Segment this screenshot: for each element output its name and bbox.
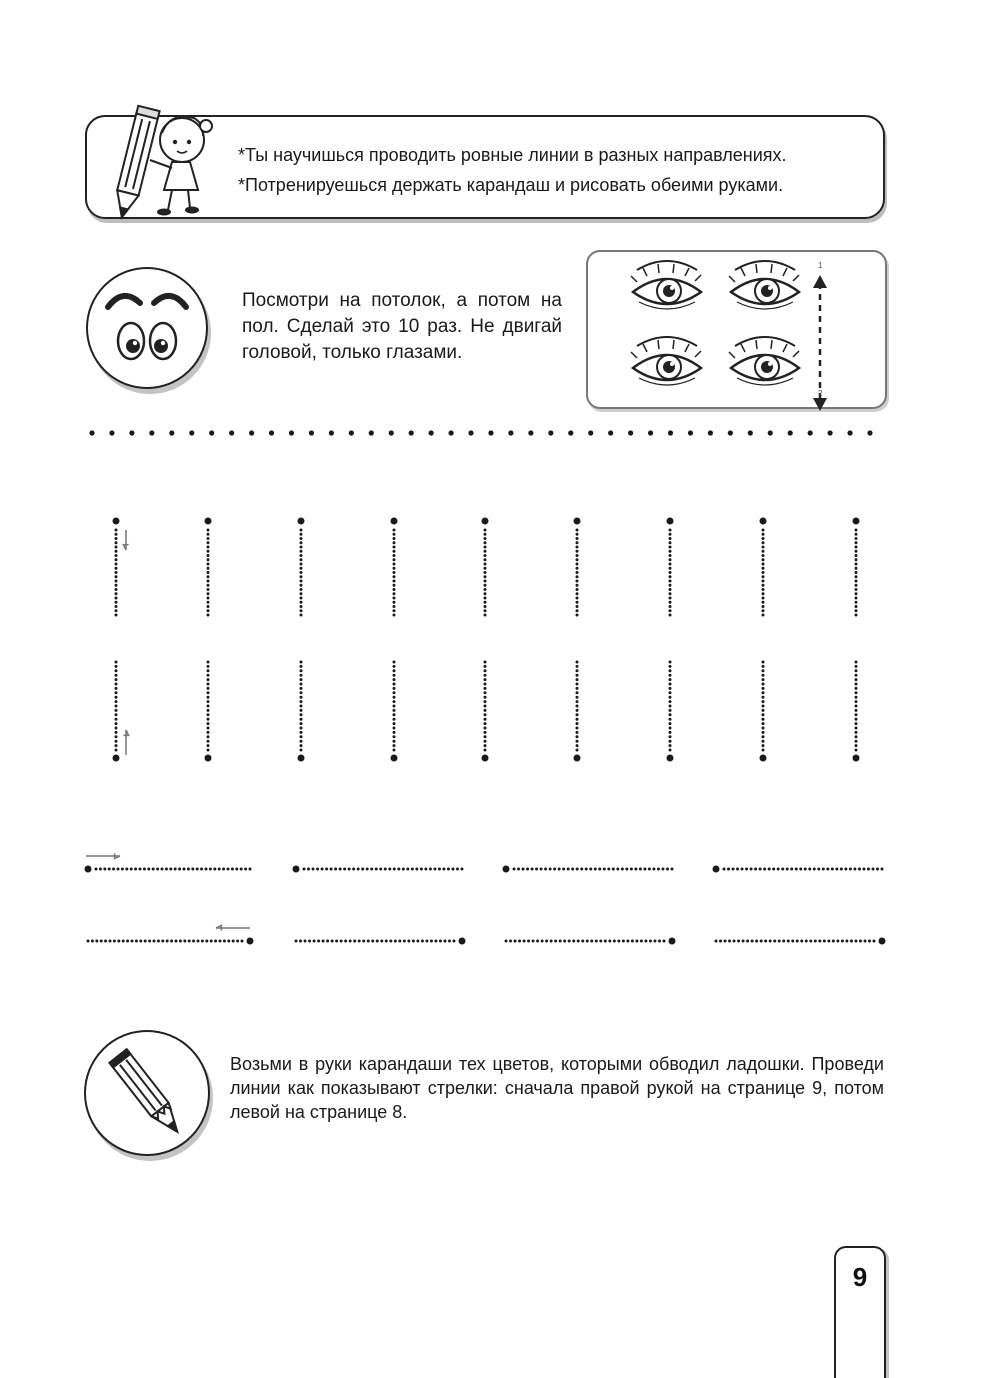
vertical-trace-line-bottom	[113, 661, 120, 762]
eye-exercise-text: Посмотри на потолок, а потом на пол. Сделай это 10 раз. Не двигай головой, только глазами.	[242, 290, 562, 363]
arrow-down	[123, 530, 128, 550]
arrow-left	[216, 925, 250, 930]
vertical-trace-line-top	[853, 518, 860, 617]
separator-dots	[89, 430, 872, 435]
pencil-task-text: Возьми в руки карандаши тех цветов, которыми обводил ладошки. Проведи линии как показывают стрелки: сначала правой рукой на странице 9, потом левой на странице 8.	[230, 1054, 884, 1122]
pencil-icon	[84, 1030, 210, 1156]
diagram-label-1: 1	[818, 261, 823, 270]
vertical-trace-line-bottom	[205, 661, 212, 762]
vertical-trace-line-bottom	[853, 661, 860, 762]
arrow-up	[123, 730, 128, 755]
vertical-trace-line-bottom	[482, 661, 489, 762]
horizontal-trace-line-top	[713, 866, 884, 873]
horizontal-trace-line-bottom	[715, 938, 886, 945]
horizontal-trace-line-bottom	[295, 938, 466, 945]
vertical-trace-line-top	[391, 518, 398, 617]
arrow-right	[86, 853, 120, 858]
horizontal-trace-line-bottom	[505, 938, 676, 945]
vertical-trace-line-bottom	[760, 661, 767, 762]
vertical-trace-line-bottom	[667, 661, 674, 762]
horizontal-trace-line-top	[85, 866, 252, 873]
vertical-trace-line-top	[482, 518, 489, 617]
vertical-trace-line-top	[298, 518, 305, 617]
vertical-trace-line-top	[760, 518, 767, 617]
goal-line-1: *Ты научишься проводить ровные линии в разных направлениях.	[238, 145, 787, 165]
horizontal-trace-line-bottom	[87, 938, 254, 945]
vertical-trace-line-top	[667, 518, 674, 617]
horizontal-trace-line-top	[293, 866, 464, 873]
vertical-trace-line-top	[113, 518, 120, 617]
page-number-tab	[834, 1246, 886, 1378]
vertical-trace-line-bottom	[574, 661, 581, 762]
vertical-trace-line-bottom	[298, 661, 305, 762]
vertical-trace-line-bottom	[391, 661, 398, 762]
page-number: 9	[852, 1262, 868, 1292]
vertical-trace-line-top	[205, 518, 212, 617]
horizontal-trace-line-top	[503, 866, 674, 873]
diagram-label-2: 2	[818, 389, 823, 398]
vertical-trace-line-top	[574, 518, 581, 617]
goal-line-2: *Потренируешься держать карандаш и рисовать обеими руками.	[238, 175, 784, 195]
